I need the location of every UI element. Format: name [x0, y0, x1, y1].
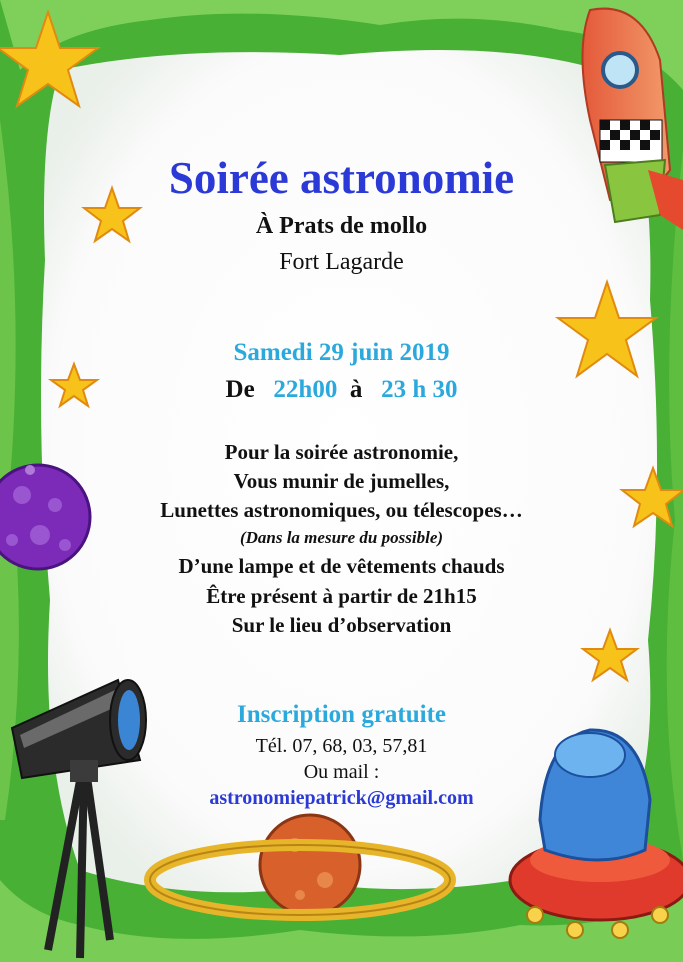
time-separator: à — [349, 376, 363, 403]
instruction-line: Vous munir de jumelles, — [233, 469, 450, 493]
instruction-line: Être présent à partir de 21h15 — [206, 584, 477, 608]
instruction-line: D’une lampe et de vêtements chauds — [178, 554, 505, 578]
event-time — [0, 373, 683, 407]
time-start: 22h00 — [273, 376, 338, 403]
location-line-1: À Prats de mollo — [255, 213, 428, 239]
phone-number: Tél. 07, 68, 03, 57,81 — [255, 735, 428, 757]
email-address: astronomiepatrick@gmail.com — [209, 787, 474, 809]
time-end: 23 h 30 — [381, 376, 458, 403]
poster-title: Soirée astronomie — [168, 153, 515, 203]
time-prefix: De — [225, 376, 255, 403]
instruction-line: Sur le lieu d’observation — [231, 613, 452, 637]
instruction-note: (Dans la mesure du possible) — [239, 528, 444, 547]
event-date: Samedi 29 juin 2019 — [233, 339, 450, 366]
mail-label: Ou mail : — [303, 761, 380, 783]
instruction-line: Lunettes astronomiques, ou télescopes… — [160, 498, 523, 522]
registration-heading: Inscription gratuite — [236, 701, 447, 728]
location-line-2: Fort Lagarde — [279, 249, 404, 275]
instruction-line: Pour la soirée astronomie, — [224, 440, 459, 464]
